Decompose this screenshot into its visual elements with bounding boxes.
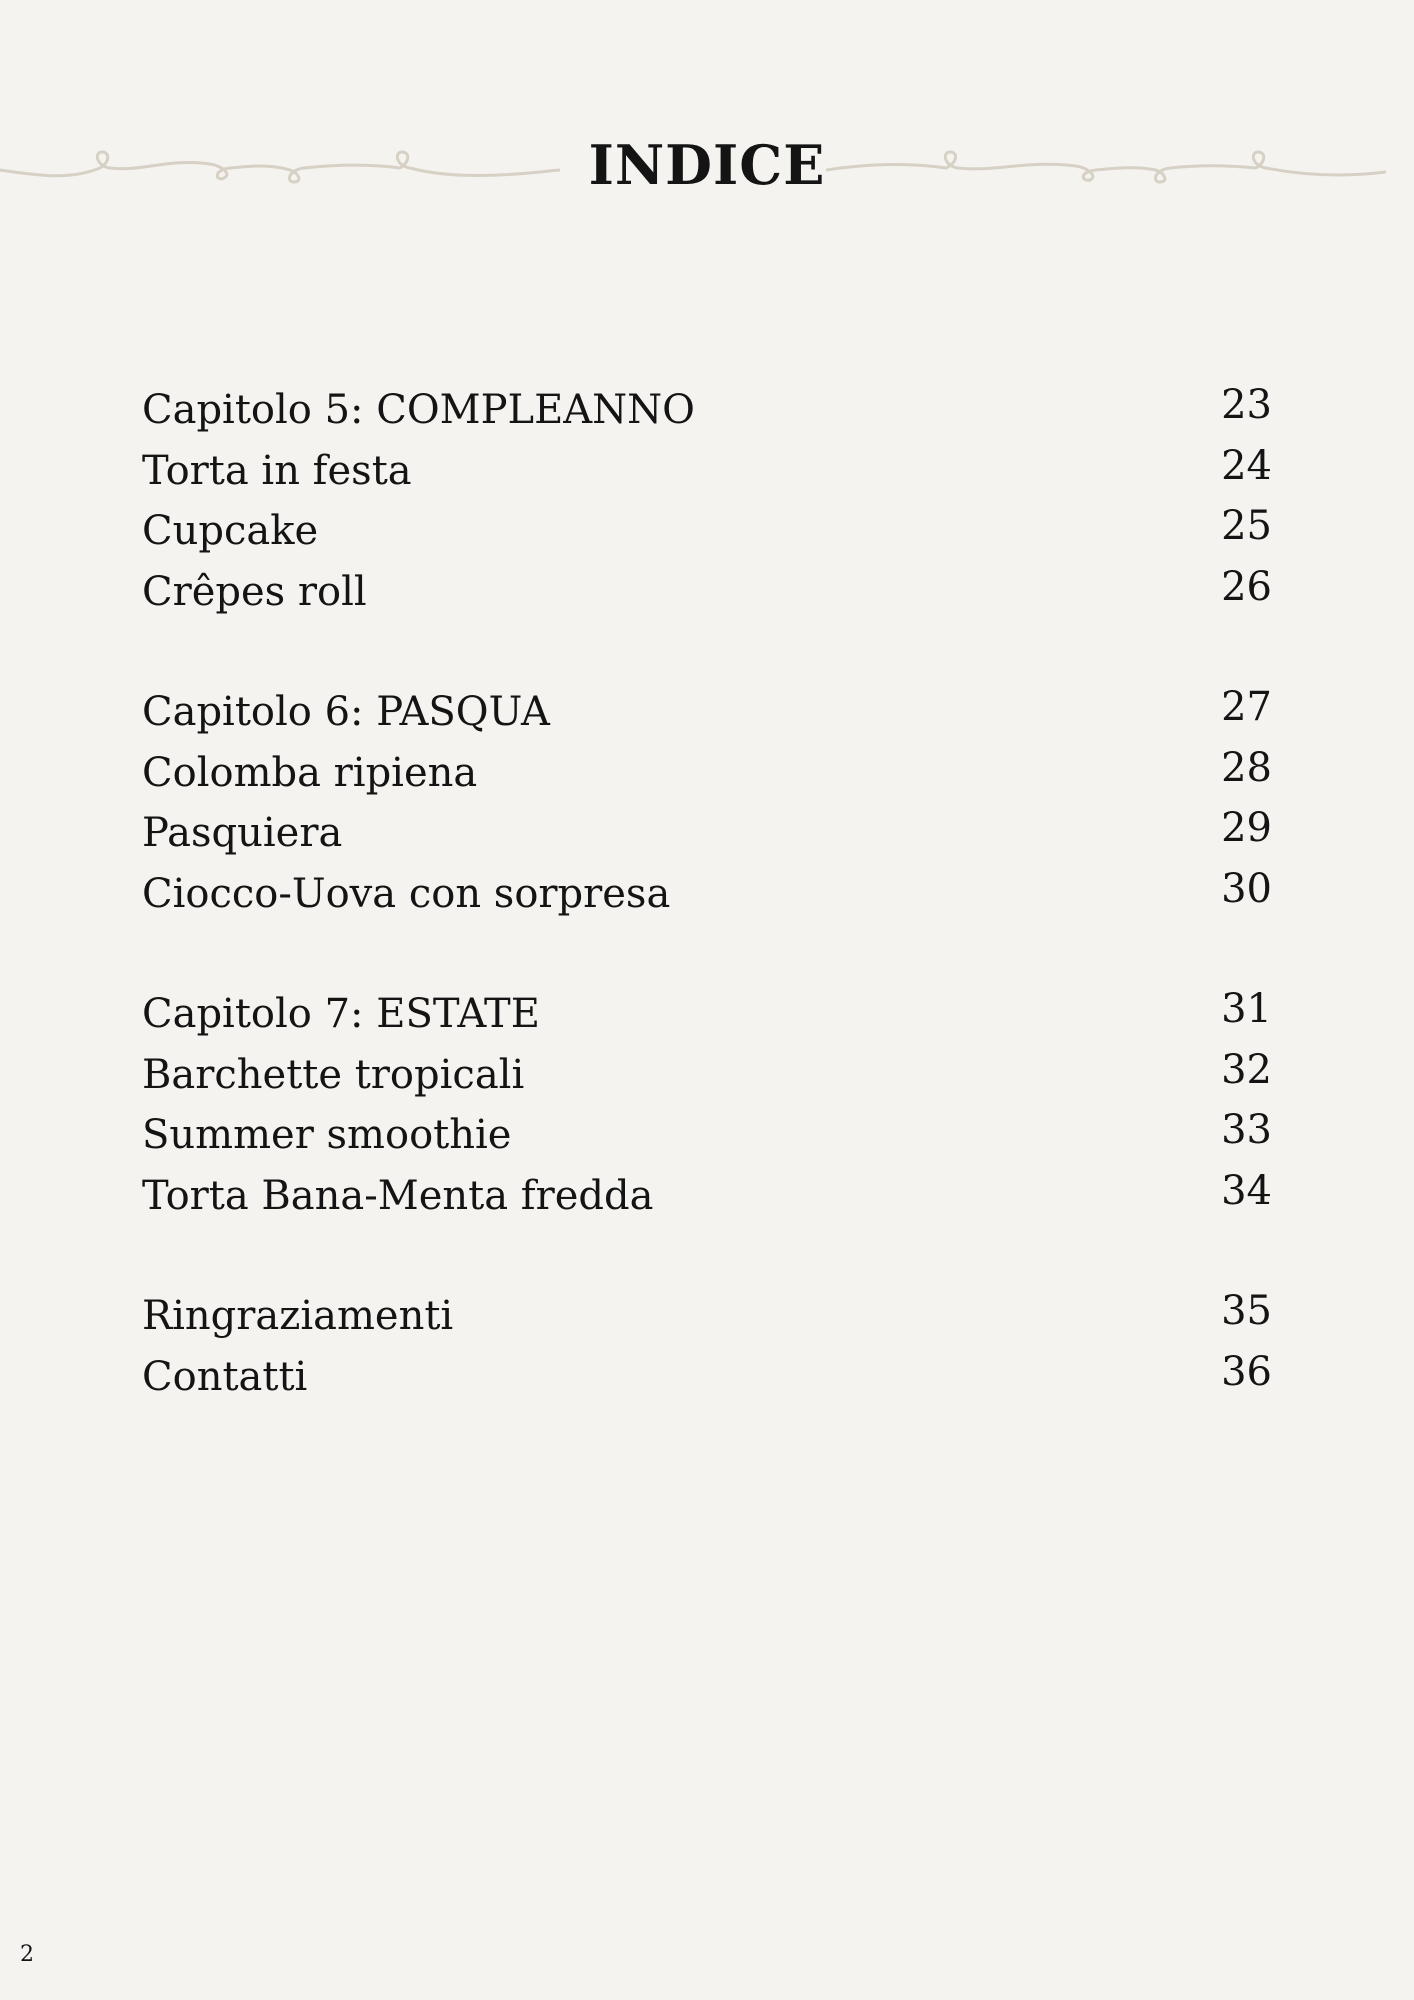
toc-entry-page: 29 (1221, 805, 1272, 851)
toc-section-chapter-7 (142, 984, 1272, 1226)
toc-entry[interactable] (142, 1347, 1272, 1408)
toc-entry-label: Contatti (142, 1353, 308, 1400)
toc-entry[interactable] (142, 743, 1272, 804)
toc-entry[interactable] (142, 984, 1272, 1045)
toc-entry[interactable] (142, 380, 1272, 441)
right-swirl-ornament (826, 140, 1386, 200)
toc-entry-label: Capitolo 6: PASQUA (142, 689, 550, 735)
toc-entry-label: Barchette tropicali (142, 1051, 525, 1098)
toc-entry-page: 36 (1221, 1348, 1272, 1395)
toc-entry-label: Cupcake (142, 508, 319, 554)
footer-page-number: 2 (20, 1942, 34, 1967)
toc-entry-label: Pasquiera (142, 810, 343, 856)
toc-section-chapter-6 (142, 682, 1272, 924)
toc-section-chapter-5 (142, 380, 1272, 622)
toc-entry-page: 33 (1221, 1107, 1272, 1153)
toc-entry[interactable] (142, 562, 1272, 623)
toc-entry-page: 26 (1221, 563, 1272, 610)
toc-entry-page: 34 (1221, 1167, 1272, 1214)
table-of-contents (142, 380, 1272, 1467)
toc-entry-page: 28 (1221, 744, 1272, 791)
toc-entry[interactable] (142, 501, 1272, 562)
toc-entry-label: Colomba ripiena (142, 749, 478, 796)
toc-entry-page: 30 (1221, 865, 1272, 912)
toc-entry-page: 31 (1221, 986, 1272, 1032)
toc-entry-label: Capitolo 5: COMPLEANNO (142, 387, 695, 433)
page-header (0, 120, 1414, 220)
toc-entry-label: Crêpes roll (142, 568, 367, 615)
toc-entry[interactable] (142, 441, 1272, 502)
toc-entry[interactable] (142, 1105, 1272, 1166)
toc-entry-page: 24 (1221, 442, 1272, 489)
toc-entry-page: 23 (1221, 382, 1272, 428)
page-title: INDICE (588, 133, 826, 197)
toc-entry-label: Capitolo 7: ESTATE (142, 991, 540, 1037)
toc-section-appendix (142, 1286, 1272, 1407)
toc-entry-page: 32 (1221, 1046, 1272, 1093)
toc-entry[interactable] (142, 682, 1272, 743)
toc-entry-page: 27 (1221, 684, 1272, 730)
toc-entry-label: Summer smoothie (142, 1112, 512, 1158)
toc-entry[interactable] (142, 1045, 1272, 1106)
toc-entry-page: 25 (1221, 503, 1272, 549)
toc-entry-label: Torta Bana-Menta fredda (142, 1172, 654, 1219)
toc-entry-label: Torta in festa (142, 447, 412, 494)
toc-entry[interactable] (142, 1166, 1272, 1227)
toc-entry[interactable] (142, 1286, 1272, 1347)
toc-entry[interactable] (142, 803, 1272, 864)
toc-entry[interactable] (142, 864, 1272, 925)
toc-entry-label: Ciocco-Uova con sorpresa (142, 870, 671, 917)
toc-entry-page: 35 (1221, 1288, 1272, 1334)
toc-entry-label: Ringraziamenti (142, 1293, 454, 1339)
